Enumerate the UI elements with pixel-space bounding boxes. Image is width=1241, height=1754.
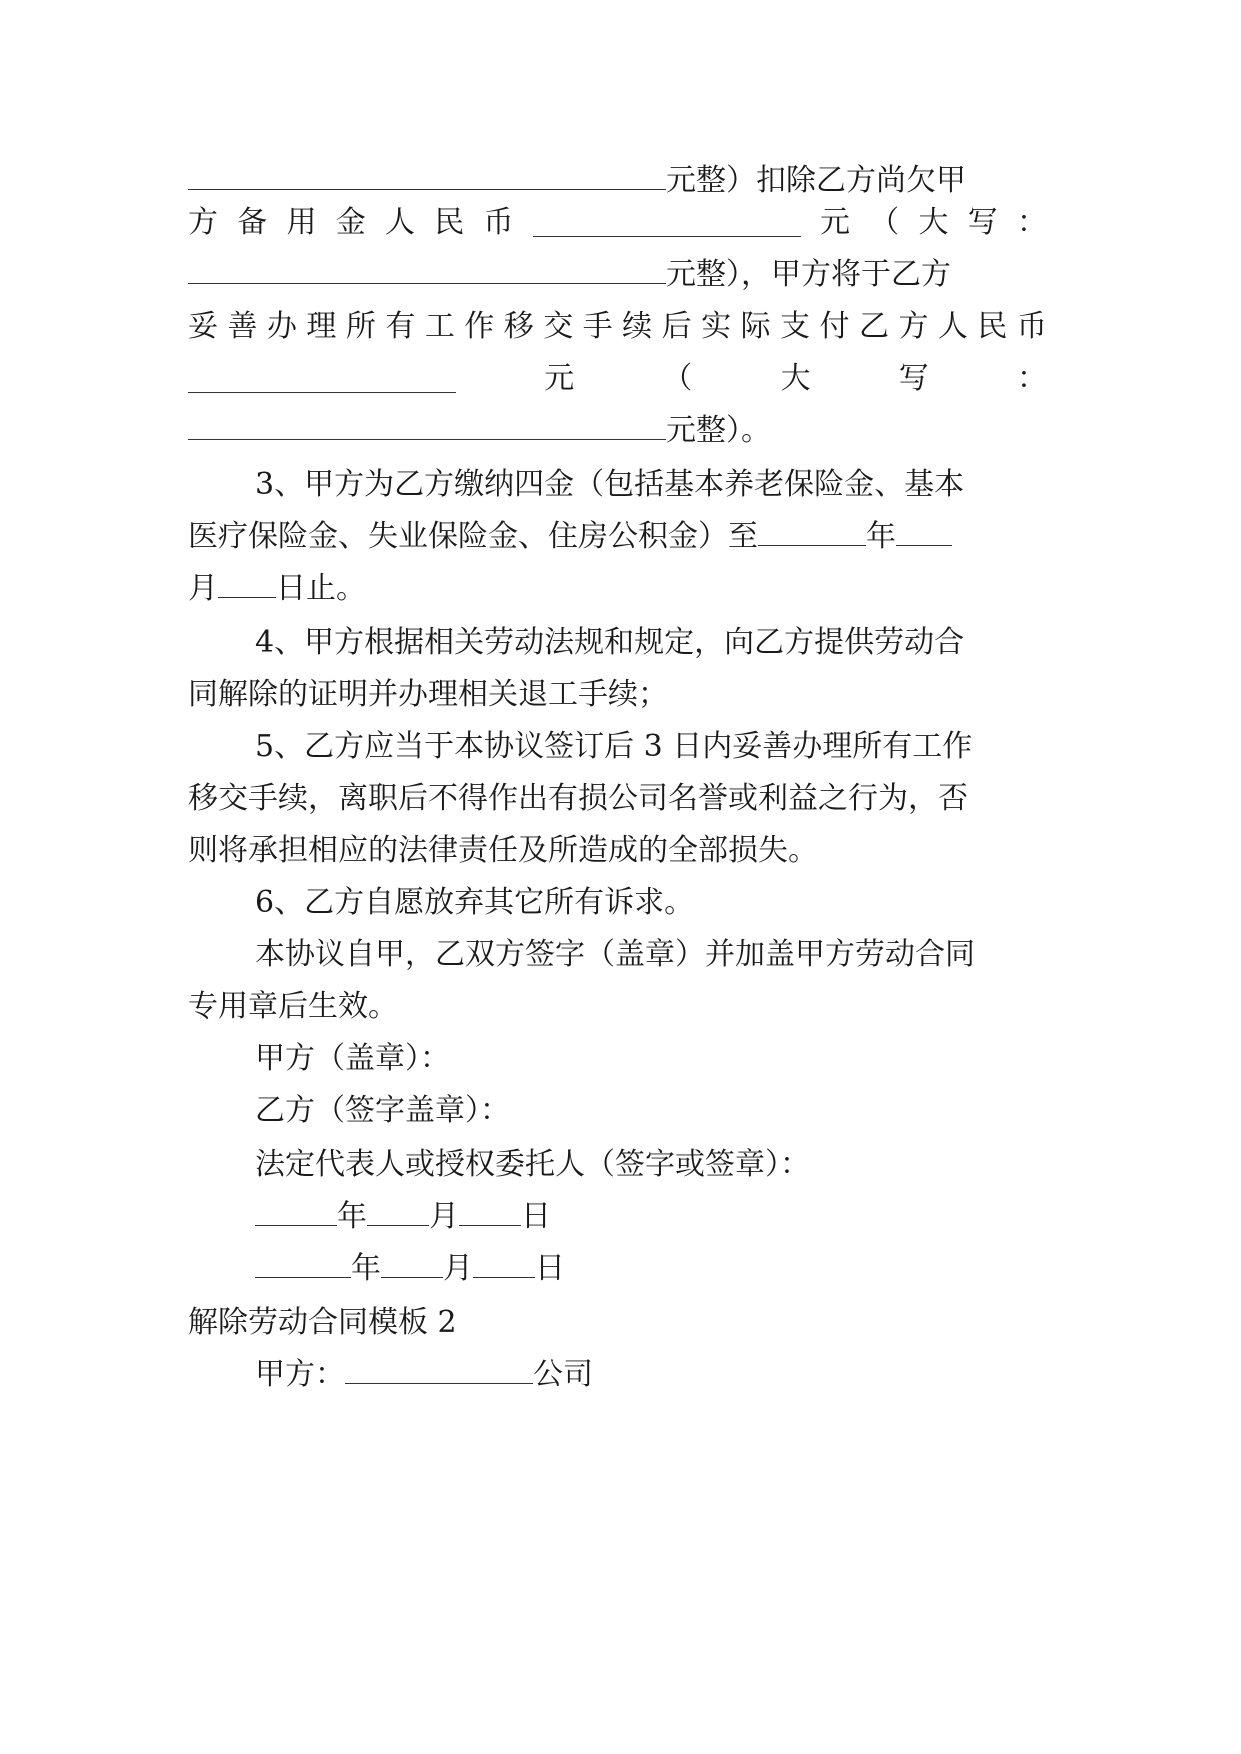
text-segment: 日 xyxy=(521,1199,551,1234)
blank-underline xyxy=(473,1251,535,1278)
text-segment: 本协议自甲，乙双方签字（盖章）并加盖甲方劳动合同 xyxy=(255,937,975,972)
char: 币 xyxy=(1016,309,1047,344)
text-segment: 法定代表人或授权委托人（签字或签章）： xyxy=(255,1147,810,1182)
char: 方 xyxy=(188,205,218,240)
text-segment: 年 xyxy=(866,519,896,554)
char: 作 xyxy=(464,309,495,344)
char: 币 xyxy=(483,205,514,240)
text-segment: 移交手续，离职后不得作出有损公司名誉或利益之行为，否 xyxy=(188,781,968,816)
blank-underline xyxy=(255,1251,351,1278)
char: 用 xyxy=(286,205,317,240)
char: 移 xyxy=(503,309,534,344)
legal-representative-label xyxy=(188,1136,1114,1194)
char: 善 xyxy=(227,309,258,344)
blank-underline xyxy=(533,210,801,237)
char: ： xyxy=(1016,361,1047,396)
closing-paragraph-line-2 xyxy=(188,978,1047,1036)
char: 民 xyxy=(434,205,465,240)
paragraph-5-line-3 xyxy=(188,822,1047,880)
text-segment: 医疗保险金、失业保险金、住房公积金）至 xyxy=(188,519,758,554)
char: 所 xyxy=(345,309,376,344)
paragraph-3-line-1 xyxy=(188,456,1114,514)
paragraph-3-line-2 xyxy=(188,508,1047,566)
char: 元 xyxy=(544,361,575,396)
paragraph-4-line-1 xyxy=(188,614,1114,672)
text-segment: 日止。 xyxy=(276,571,366,606)
char: 人 xyxy=(937,309,968,344)
char: 理 xyxy=(306,309,337,344)
date-line-1 xyxy=(188,1188,1114,1246)
blank-underline xyxy=(367,1199,429,1226)
char: 后 xyxy=(661,309,692,344)
char: 备 xyxy=(237,205,268,240)
blank-underline xyxy=(188,413,666,440)
text-line-2 xyxy=(188,194,1047,252)
text-segment: 年 xyxy=(351,1251,381,1286)
char: 大 xyxy=(918,205,949,240)
blank-underline xyxy=(188,257,666,284)
text-segment: 6、乙方自愿放弃其它所有诉求。 xyxy=(255,885,695,920)
char: 写 xyxy=(898,361,929,396)
text-line-3 xyxy=(188,246,1047,304)
char: 续 xyxy=(622,309,653,344)
char: 工 xyxy=(424,309,455,344)
char: 金 xyxy=(335,205,366,240)
text-line-4 xyxy=(188,298,1047,356)
blank-underline xyxy=(188,163,666,190)
text-line-6 xyxy=(188,402,1047,460)
char: 有 xyxy=(385,309,416,344)
text-segment: 月 xyxy=(429,1199,459,1234)
text-segment: 公司 xyxy=(533,1357,593,1392)
char: 方 xyxy=(898,309,929,344)
char: 元 xyxy=(820,205,850,240)
char: 实 xyxy=(701,309,732,344)
blank-underline xyxy=(896,519,952,546)
char: 大 xyxy=(780,361,811,396)
blank-underline xyxy=(758,519,866,546)
text-segment: 元整）。 xyxy=(666,413,771,448)
text-segment: 4、甲方根据相关劳动法规和规定，向乙方提供劳动合 xyxy=(255,625,965,660)
party-a-line xyxy=(188,1346,1114,1404)
section-heading xyxy=(188,1294,1047,1352)
party-a-signature-label xyxy=(188,1030,1114,1088)
text-segment: 月 xyxy=(443,1251,473,1286)
char: 交 xyxy=(543,309,574,344)
text-segment: 解除劳动合同模板 2 xyxy=(188,1305,457,1340)
text-segment: 则将承担相应的法律责任及所造成的全部损失。 xyxy=(188,833,818,868)
char: 人 xyxy=(385,205,415,240)
paragraph-5-line-1 xyxy=(188,718,1114,776)
text-segment: 甲方： xyxy=(255,1357,345,1392)
char: 手 xyxy=(582,309,613,344)
char: （ xyxy=(869,205,900,240)
paragraph-5-line-2 xyxy=(188,770,1047,828)
blank-underline xyxy=(255,1199,337,1226)
text-segment: 甲方（盖章）： xyxy=(255,1041,450,1076)
blank-underline xyxy=(188,366,456,393)
paragraph-4-line-2 xyxy=(188,666,1047,724)
text-segment: 专用章后生效。 xyxy=(188,989,398,1024)
char: 支 xyxy=(780,309,811,344)
char: 民 xyxy=(977,309,1008,344)
text-segment: 乙方（签字盖章）： xyxy=(255,1093,510,1128)
char: 写 xyxy=(967,205,998,240)
blank-underline xyxy=(345,1357,533,1384)
text-segment: 年 xyxy=(337,1199,367,1234)
text-segment: 元整）扣除乙方尚欠甲 xyxy=(666,163,966,198)
char: 办 xyxy=(266,309,297,344)
char: 际 xyxy=(740,309,771,344)
char: （ xyxy=(662,361,693,396)
date-line-2 xyxy=(188,1240,1114,1298)
blank-underline xyxy=(218,571,276,598)
text-segment: 5、乙方应当于本协议签订后 3 日内妥善办理所有工作 xyxy=(255,729,973,764)
text-segment: 3、甲方为乙方缴纳四金（包括基本养老保险金、基本 xyxy=(255,467,965,502)
blank-underline xyxy=(381,1251,443,1278)
paragraph-6-line-1 xyxy=(188,874,1114,932)
char: 乙 xyxy=(858,309,889,344)
party-b-signature-label xyxy=(188,1082,1114,1140)
text-segment: 同解除的证明并办理相关退工手续； xyxy=(188,677,668,712)
text-segment: 元整），甲方将于乙方 xyxy=(666,257,951,292)
text-line-5 xyxy=(188,350,1047,408)
char: ： xyxy=(1017,205,1047,240)
text-segment: 日 xyxy=(535,1251,565,1286)
char: 付 xyxy=(819,309,850,344)
closing-paragraph-line-1 xyxy=(188,926,1114,984)
char: 妥 xyxy=(188,309,218,344)
paragraph-3-line-3 xyxy=(188,560,1047,618)
text-segment: 月 xyxy=(188,571,218,606)
blank-underline xyxy=(459,1199,521,1226)
